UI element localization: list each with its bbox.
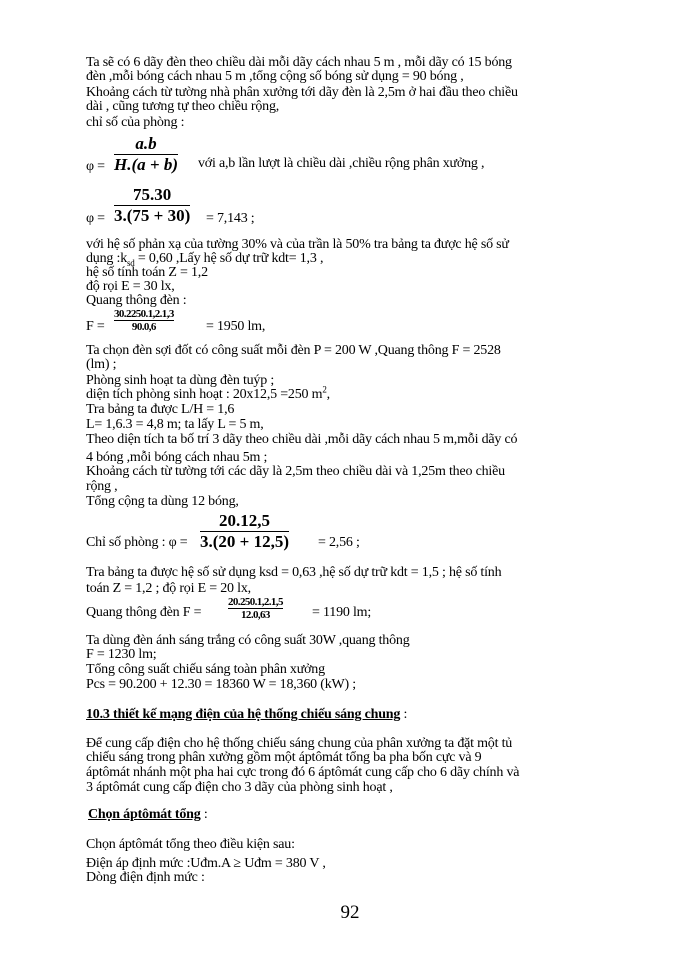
text-line: Tra bảng ta được hệ số sử dụng ksd = 0,63 ,hệ số dự trữ kdt = 1,5 ; hệ số tính	[86, 565, 502, 580]
formula-3-rhs: = 1950 lm,	[206, 319, 266, 334]
text-line: Theo diện tích ta bố trí 3 dãy theo chiều dài ,mỗi dãy cách nhau 5 m,mỗi dãy có	[86, 432, 518, 447]
formula-1-lhs: φ =	[86, 159, 105, 174]
text-line: Tổng công suất chiếu sáng toàn phân xưởng	[86, 662, 325, 677]
formula-4-denominator: 3.(20 + 12,5)	[200, 532, 290, 551]
text-line: hệ số tính toán Z = 1,2	[86, 265, 208, 280]
text-line: diện tích phòng sinh hoạt : 20x12,5 =250 $m^2$,	[86, 384, 330, 402]
text-line: toán Z = 1,2 ; độ rọi E = 20 lx,	[86, 581, 251, 596]
text-line: Phòng sinh hoạt ta dùng đèn tuýp ;	[86, 373, 275, 388]
text-line: Chọn áptômát tổng theo điều kiện sau:	[86, 837, 295, 852]
formula-1-fraction	[114, 134, 178, 175]
text-line: áptômát nhánh một pha hai cực trong đó 6 áptômát cung cấp cho 6 dãy chính và	[86, 765, 520, 780]
formula-4-fraction	[200, 511, 289, 552]
text-line: độ rọi E = 30 lx,	[86, 279, 175, 294]
text-line: Để cung cấp điện cho hệ thống chiếu sáng chung của phân xưởng ta đặt một tủ	[86, 736, 513, 751]
text-line: dài , cũng tương tự theo chiều rộng,	[86, 99, 280, 114]
text-line: với hệ số phản xạ của tường 30% và của trần là 50% tra bảng ta được hệ số sử	[86, 237, 509, 252]
formula-3-numerator: 30.2250.1,2.1,3	[114, 308, 174, 320]
formula-4-rhs: = 2,56 ;	[318, 535, 360, 550]
text-line: Tra bảng ta được L/H = 1,6	[86, 402, 235, 417]
text-line: Tổng cộng ta dùng 12 bóng,	[86, 494, 239, 509]
formula-3-lhs: F =	[86, 319, 105, 334]
text-line: Pcs = 90.200 + 12.30 = 18360 W = 18,360 (kW) ;	[86, 677, 356, 692]
formula-2-lhs: φ =	[86, 211, 105, 226]
text-line: 4 bóng ,mỗi bóng cách nhau 5m ;	[86, 450, 268, 465]
text-line: dụng $:k_{sd} = 0,60$ ,Lấy hệ số dự trữ kdt= 1,3 ,	[86, 251, 324, 268]
formula-5-numerator: 20.250.1,2.1,5	[228, 596, 283, 608]
text-line: L= 1,6.3 = 4,8 m; ta lấy L = 5 m,	[86, 417, 264, 432]
text-line: F = 1230 lm;	[86, 647, 157, 662]
section-heading: 10.3 thiết kế mạng điện của hệ thống chiếu sáng chung :	[86, 707, 408, 722]
formula-4-lhs: Chỉ số phòng : φ =	[86, 535, 188, 550]
text-line: 3 áptômát cung cấp điện cho 3 dãy của phòng sinh hoạt ,	[86, 780, 393, 795]
formula-4-numerator: 20.12,5	[219, 511, 270, 530]
formula-2-rhs: = 7,143 ;	[206, 211, 255, 226]
text-line: Ta dùng đèn ánh sáng trắng có công suất 30W ,quang thông	[86, 633, 410, 648]
formula-3-denominator: 90.0,6	[131, 321, 156, 333]
text-line: chiếu sáng trong phân xưởng gồm một áptômát tổng ba pha bốn cực và 9	[86, 750, 482, 765]
text-line: Khoảng cách từ tường tới các dãy là 2,5m theo chiều dài và 1,25m theo chiều	[86, 464, 505, 479]
formula-1-rhs: với a,b lần lượt là chiều dài ,chiều rộng phân xưởng ,	[198, 156, 485, 171]
text-line: rộng ,	[86, 479, 118, 494]
formula-2-numerator: 75.30	[133, 185, 172, 204]
text-line: Ta chọn đèn sợi đốt có công suất mỗi đèn P = 200 W ,Quang thông F = 2528	[86, 343, 501, 358]
text-line: chỉ số của phòng :	[86, 115, 185, 130]
formula-3-fraction	[114, 308, 174, 333]
formula-2-fraction	[114, 185, 190, 226]
formula-5-denominator: 12.0,63	[241, 609, 270, 621]
formula-5-fraction	[228, 596, 283, 621]
text-line: Điện áp định mức :Uđm.A ≥ Uđm = 380 V ,	[86, 856, 326, 871]
text-line: Khoảng cách từ tường nhà phân xưởng tới dãy đèn là 2,5m ở hai đầu theo chiều	[86, 85, 518, 100]
formula-1-denominator: H.(a + b)	[114, 155, 178, 174]
formula-5-lhs: Quang thông đèn F =	[86, 605, 202, 620]
subsection-heading: Chọn áptômát tổng :	[88, 807, 208, 822]
text-line: (lm) ;	[86, 357, 117, 372]
formula-1-numerator: a.b	[135, 134, 157, 153]
text-line: Dòng điện định mức :	[86, 870, 205, 885]
formula-2-denominator: 3.(75 + 30)	[114, 206, 191, 225]
text-line: đèn ,mỗi bóng cách nhau 5 m ,tổng cộng số bóng sử dụng = 90 bóng ,	[86, 69, 464, 84]
formula-5-rhs: = 1190 lm;	[312, 605, 372, 620]
text-line: Quang thông đèn :	[86, 293, 187, 308]
text-line: Ta sẽ có 6 dãy đèn theo chiều dài mỗi dãy cách nhau 5 m , mỗi dãy có 15 bóng	[86, 55, 512, 70]
page-number: 92	[340, 902, 360, 923]
